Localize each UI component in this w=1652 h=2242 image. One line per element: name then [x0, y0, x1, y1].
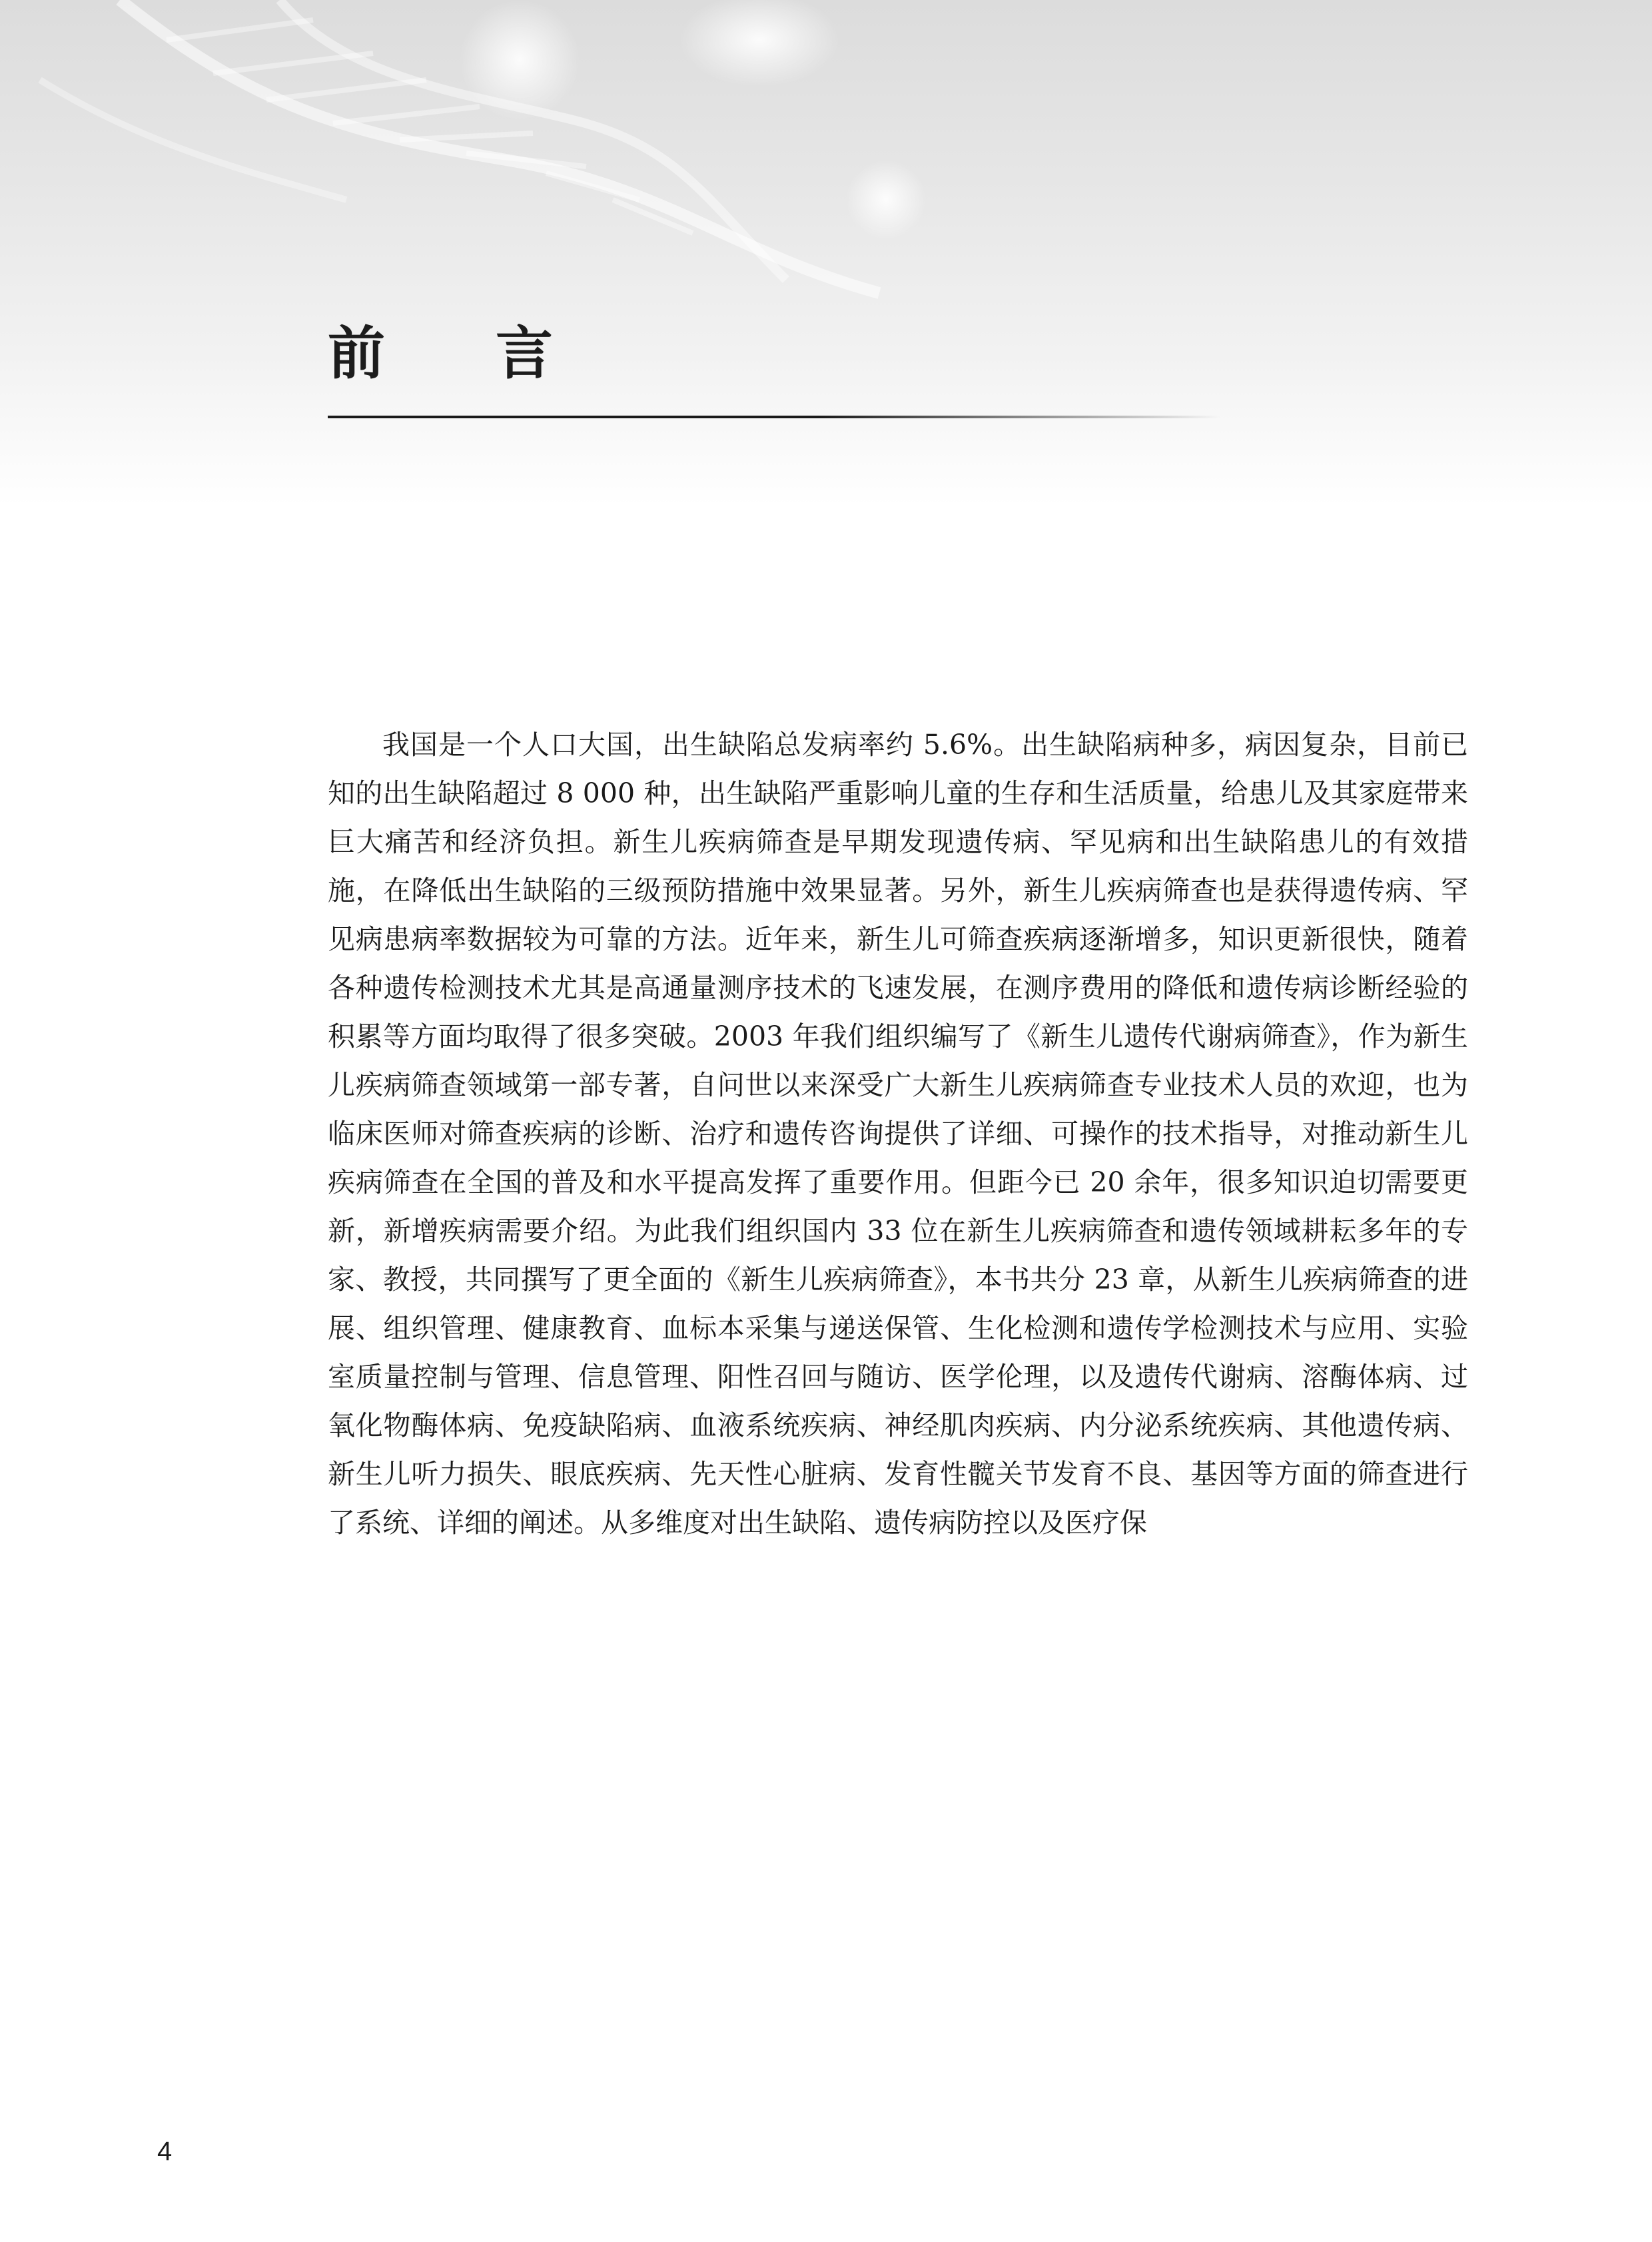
header-background: [0, 0, 1652, 506]
dna-helix-decoration: [0, 0, 1652, 506]
page-title: 前 言: [328, 320, 598, 387]
page-number: 4: [157, 2137, 173, 2166]
preface-paragraph: 我国是一个人口大国，出生缺陷总发病率约 5.6%。出生缺陷病种多，病因复杂，目前已知的出生缺陷超过 8 000 种，出生缺陷严重影响儿童的生存和生活质量，给患儿及其家庭带来巨大痛苦和经济负担。新生儿疾病筛查是早期发现遗传病、罕见病和出生缺陷患儿的有效措施，在降低出生缺陷的三级预防措施中效果显著。另外，新生儿疾病筛查也是获得遗传病、罕见病患病率数据较为可靠的方法。近年来，新生儿可筛查疾病逐渐增多，知识更新很快，随着各种遗传检测技术尤其是高通量测序技术的飞速发展，在测序费用的降低和遗传病诊断经验的积累等方面均取得了很多突破。2003 年我们组织编写了《新生儿遗传代谢病筛查》，作为新生儿疾病筛查领域第一部专著，自问世以来深受广大新生儿疾病筛查专业技术人员的欢迎，也为临床医师对筛查疾病的诊断、治疗和遗传咨询提供了详细、可操作的技术指导，对推动新生儿疾病筛查在全国的普及和水平提高发挥了重要作用。但距今已 20 余年，很多知识迫切需要更新，新增疾病需要介绍。为此我们组织国内 33 位在新生儿疾病筛查和遗传领域耕耘多年的专家、教授，共同撰写了更全面的《新生儿疾病筛查》，本书共分 23 章，从新生儿疾病筛查的进展、组织管理、健康教育、血标本采集与递送保管、生化检测和遗传学检测技术与应用、实验室质量控制与管理、信息管理、阳性召回与随访、医学伦理，以及遗传代谢病、溶酶体病、过氧化物酶体病、免疫缺陷病、血液系统疾病、神经肌肉疾病、内分泌系统疾病、其他遗传病、新生儿听力损失、眼底疾病、先天性心脏病、发育性髋关节发育不良、基因等方面的筛查进行了系统、详细的阐述。从多维度对出生缺陷、遗传病防控以及医疗保: [328, 729, 1468, 1539]
title-underline: [328, 416, 1220, 418]
